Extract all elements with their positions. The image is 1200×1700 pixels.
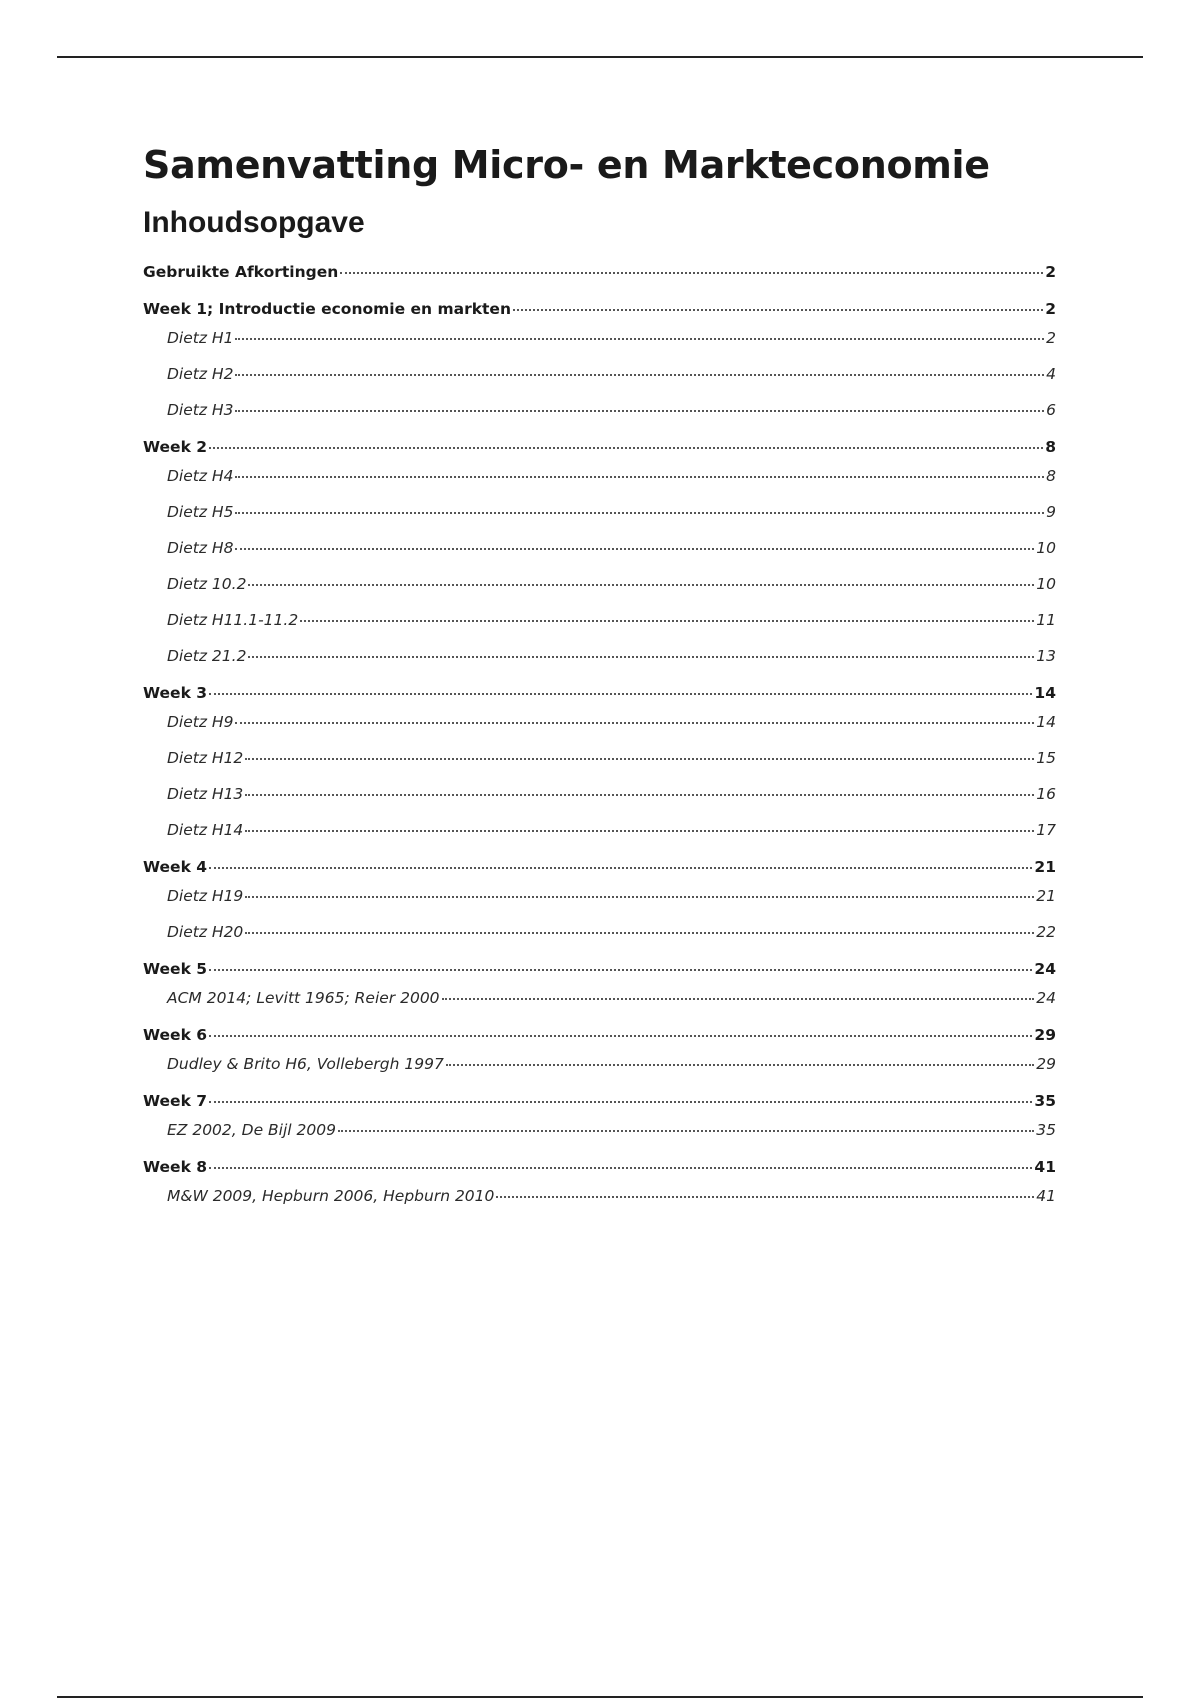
toc-dot-leader xyxy=(248,584,1034,586)
toc-entry-label: Dietz H5 xyxy=(167,503,234,521)
toc-dot-leader xyxy=(209,1167,1032,1169)
toc-page-number: 10 xyxy=(1036,575,1056,593)
toc-entry-subsection[interactable] xyxy=(143,820,1056,840)
toc-entry-label: Dietz H14 xyxy=(167,821,244,839)
toc-entry-subsection[interactable] xyxy=(143,574,1056,594)
toc-page-number: 21 xyxy=(1036,887,1056,905)
toc-page-number: 2 xyxy=(1046,329,1056,347)
toc-dot-leader xyxy=(235,722,1034,724)
toc-entry-label: Gebruikte Afkortingen xyxy=(143,263,339,281)
toc-entry-subsection[interactable] xyxy=(143,466,1056,486)
toc-entry-section[interactable] xyxy=(143,959,1056,979)
document-page xyxy=(143,140,1056,1222)
toc-page-number: 13 xyxy=(1036,647,1056,665)
toc-page-number: 29 xyxy=(1034,1026,1056,1044)
toc-entry-label: Week 6 xyxy=(143,1026,208,1044)
toc-entry-subsection[interactable] xyxy=(143,1186,1056,1206)
document-title: Samenvatting Micro- en Markteconomie xyxy=(143,143,990,187)
toc-entry-section[interactable] xyxy=(143,299,1056,319)
toc-dot-leader xyxy=(235,374,1044,376)
toc-page-number: 10 xyxy=(1036,539,1056,557)
toc-entry-subsection[interactable] xyxy=(143,328,1056,348)
toc-entry-subsection[interactable] xyxy=(143,712,1056,732)
toc-dot-leader xyxy=(209,969,1032,971)
toc-entry-label: Dietz H4 xyxy=(167,467,234,485)
toc-entry-label: Week 5 xyxy=(143,960,208,978)
toc-page-number: 35 xyxy=(1036,1121,1056,1139)
toc-entry-label: EZ 2002, De Bijl 2009 xyxy=(167,1121,336,1139)
toc-dot-leader xyxy=(513,309,1043,311)
toc-dot-leader xyxy=(245,758,1034,760)
toc-page-number: 6 xyxy=(1046,401,1056,419)
toc-entry-subsection[interactable] xyxy=(143,400,1056,420)
toc-dot-leader xyxy=(442,998,1035,1000)
toc-page-number: 41 xyxy=(1036,1187,1056,1205)
toc-entry-label: Dudley & Brito H6, Vollebergh 1997 xyxy=(167,1055,444,1073)
footer-rule xyxy=(57,1696,1143,1698)
toc-dot-leader xyxy=(235,476,1044,478)
toc-entry-section[interactable] xyxy=(143,1157,1056,1177)
toc-dot-leader xyxy=(235,410,1044,412)
toc-entry-label: Dietz H13 xyxy=(167,785,244,803)
toc-entry-label: Week 2 xyxy=(143,438,208,456)
toc-entry-section[interactable] xyxy=(143,857,1056,877)
toc-dot-leader xyxy=(300,620,1034,622)
toc-dot-leader xyxy=(209,693,1032,695)
toc-dot-leader xyxy=(245,830,1034,832)
toc-page-number: 8 xyxy=(1045,438,1056,456)
toc-entry-label: Dietz H1 xyxy=(167,329,234,347)
toc-page-number: 29 xyxy=(1036,1055,1056,1073)
toc-page-number: 11 xyxy=(1036,611,1056,629)
toc-dot-leader xyxy=(235,512,1044,514)
toc-entry-label: Dietz H19 xyxy=(167,887,244,905)
toc-dot-leader xyxy=(245,932,1034,934)
toc-page-number: 21 xyxy=(1034,858,1056,876)
toc-page-number: 24 xyxy=(1034,960,1056,978)
toc-page-number: 15 xyxy=(1036,749,1056,767)
toc-entry-label: Dietz H9 xyxy=(167,713,234,731)
toc-entry-subsection[interactable] xyxy=(143,748,1056,768)
toc-entry-section[interactable] xyxy=(143,1025,1056,1045)
toc-entry-label: Dietz 10.2 xyxy=(167,575,247,593)
toc-entry-label: ACM 2014; Levitt 1965; Reier 2000 xyxy=(167,989,440,1007)
toc-entry-subsection[interactable] xyxy=(143,502,1056,522)
toc-entry-label: Week 3 xyxy=(143,684,208,702)
toc-entry-section[interactable] xyxy=(143,262,1056,282)
toc-page-number: 2 xyxy=(1045,300,1056,318)
toc-entry-label: Week 8 xyxy=(143,1158,208,1176)
toc-dot-leader xyxy=(209,1101,1032,1103)
toc-dot-leader xyxy=(209,867,1032,869)
toc-entry-label: Dietz 21.2 xyxy=(167,647,247,665)
toc-page-number: 22 xyxy=(1036,923,1056,941)
toc-entry-label: Dietz H12 xyxy=(167,749,244,767)
toc-dot-leader xyxy=(338,1130,1034,1132)
toc-entry-section[interactable] xyxy=(143,683,1056,703)
toc-entry-label: Week 1; Introductie economie en markten xyxy=(143,300,511,318)
toc-page-number: 14 xyxy=(1034,684,1056,702)
toc-entry-subsection[interactable] xyxy=(143,1054,1056,1074)
toc-page-number: 17 xyxy=(1036,821,1056,839)
toc-dot-leader xyxy=(340,272,1043,274)
toc-page-number: 14 xyxy=(1036,713,1056,731)
table-of-contents xyxy=(143,262,1056,1206)
toc-entry-subsection[interactable] xyxy=(143,364,1056,384)
toc-dot-leader xyxy=(209,1035,1032,1037)
toc-entry-label: Week 7 xyxy=(143,1092,208,1110)
toc-entry-label: Week 4 xyxy=(143,858,208,876)
toc-dot-leader xyxy=(245,794,1034,796)
toc-page-number: 8 xyxy=(1046,467,1056,485)
header-rule xyxy=(57,56,1143,58)
toc-entry-label: Dietz H11.1-11.2 xyxy=(167,611,299,629)
toc-page-number: 24 xyxy=(1036,989,1056,1007)
toc-dot-leader xyxy=(245,896,1034,898)
toc-entry-subsection[interactable] xyxy=(143,1120,1056,1140)
toc-dot-leader xyxy=(446,1064,1034,1066)
toc-dot-leader xyxy=(209,447,1043,449)
toc-entry-label: Dietz H3 xyxy=(167,401,234,419)
toc-entry-label: Dietz H20 xyxy=(167,923,244,941)
toc-entry-subsection[interactable] xyxy=(143,988,1056,1008)
toc-entry-section[interactable] xyxy=(143,437,1056,457)
toc-dot-leader xyxy=(235,338,1044,340)
toc-page-number: 41 xyxy=(1034,1158,1056,1176)
toc-entry-subsection[interactable] xyxy=(143,610,1056,630)
toc-entry-section[interactable] xyxy=(143,1091,1056,1111)
toc-page-number: 9 xyxy=(1046,503,1056,521)
toc-entry-label: Dietz H8 xyxy=(167,539,234,557)
toc-dot-leader xyxy=(496,1196,1034,1198)
toc-page-number: 4 xyxy=(1046,365,1056,383)
toc-entry-label: M&W 2009, Hepburn 2006, Hepburn 2010 xyxy=(167,1187,495,1205)
toc-page-number: 16 xyxy=(1036,785,1056,803)
toc-entry-subsection[interactable] xyxy=(143,646,1056,666)
toc-page-number: 35 xyxy=(1034,1092,1056,1110)
toc-dot-leader xyxy=(235,548,1034,550)
toc-entry-label: Dietz H2 xyxy=(167,365,234,383)
toc-dot-leader xyxy=(248,656,1034,658)
toc-page-number: 2 xyxy=(1045,263,1056,281)
toc-entry-subsection[interactable] xyxy=(143,922,1056,942)
toc-entry-subsection[interactable] xyxy=(143,538,1056,558)
toc-entry-subsection[interactable] xyxy=(143,784,1056,804)
toc-heading: Inhoudsopgave xyxy=(143,206,365,239)
toc-entry-subsection[interactable] xyxy=(143,886,1056,906)
